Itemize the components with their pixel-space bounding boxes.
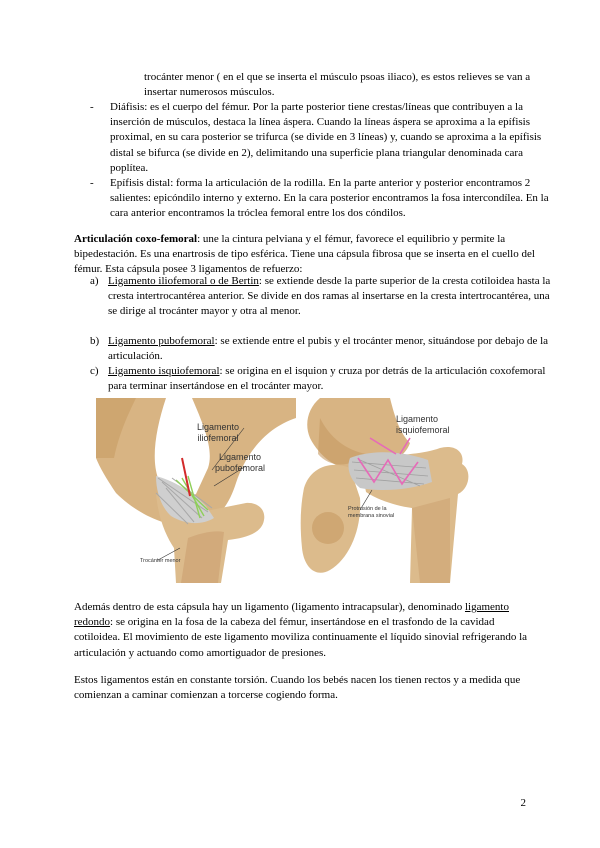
ligament-item-b — [88, 334, 560, 364]
ligament-text: : se extiende entre el pubis y el trocánter menor, situándose por debajo de la articulación. — [108, 335, 549, 363]
label-ligamento-pubofemoral: Ligamento pubofemoral — [214, 452, 266, 473]
figure-posterior-hip — [300, 398, 500, 583]
section-title: Articulación coxo-femoral — [74, 233, 198, 245]
ligament-name: Ligamento iliofemoral o de Bertin — [108, 275, 259, 287]
page-number: 2 — [520, 797, 526, 809]
label-trocanter-menor: Trocánter menor — [140, 558, 181, 564]
label-protrusion-membrana: Protrusión de la membrana sinovial — [348, 506, 395, 519]
ligament-text: : se extiende desde la parte superior de la cresta cotiloidea hasta la cresta intertrocantérea anterior. Se divide en dos ramas al insertarse en la cresta intertrocantérea, una se dirige al trocánter mayor y otra al menor. — [108, 275, 551, 318]
bullet-epifisis-distal — [90, 176, 550, 222]
ligament-text: : se origina en el isquion y cruza por detrás de la articulación coxofemoral para terminar insertándose en el trocánter mayor. — [108, 365, 546, 393]
paragraph-text: Además dentro de esta cápsula hay un ligamento (ligamento intracapsular), denominado — [74, 601, 465, 613]
bullet-mark: - — [90, 101, 94, 113]
paragraph-torsion: Estos ligamentos están en constante torsión. Cuando los bebés nacen los tienen rectos y a medida que comienzan a caminar comienzan a torcerse cogiendo forma. — [74, 674, 521, 702]
label-ligamento-iliofemoral: Ligamento iliofemoral — [196, 422, 240, 443]
ligament-item-c — [88, 364, 560, 394]
paragraph-ligamento-redondo — [74, 600, 540, 661]
ligament-name: Ligamento pubofemoral — [108, 335, 215, 347]
ligamento-redondo-term: ligamento redondo — [74, 601, 509, 629]
figure-anterior-hip — [96, 398, 296, 583]
section-coxofemoral — [74, 232, 540, 278]
paragraph-text: : se origina en la fosa de la cabeza del fémur, insertándose en el trasfondo de la cavidad cotiloidea. El movimiento de este ligamento moviliza continuamente el líquido sinovial refrigerando la articulación y actuando como amortiguador de presiones. — [74, 616, 528, 659]
bullet-text: Epífisis distal: forma la articulación de la rodilla. En la parte anterior y posterior encontramos 2 salientes: epicóndilo interno y externo. En la cara posterior encontramos la fosa intercondílea. En la cara anterior encontramos la tróclea femoral entre los dos cóndilos. — [110, 177, 549, 220]
section-text: : une la cintura pelviana y el fémur, favorece el equilibrio y permite la bipedestación. Es una enartrosis de tipo esférica. Tiene una cápsula fibrosa que se inserta en el cuello del fémur. Esta cápsula posee 3 ligamentos de refuerzo: — [74, 233, 535, 276]
bullet-text: Diáfisis: es el cuerpo del fémur. Por la parte posterior tiene crestas/líneas que contribuyen a la inserción de músculos, destaca la línea áspera. Cuando la líneas áspera se aproxima a la epífisis proximal, en su cara posterior se trifurca (se divide en 3 líneas) y, cuando se aproxima a la epífisis distal se bifurca (se divide en 2), delimitando una superficie plana triangular denominada cara poplítea. — [110, 101, 542, 174]
label-ligamento-isquiofemoral: Ligamento isquiofemoral — [396, 414, 450, 435]
item-mark: b) — [90, 335, 100, 347]
bullet-mark: - — [90, 177, 94, 189]
item-mark: c) — [90, 365, 99, 377]
item-mark: a) — [90, 275, 99, 287]
ligament-item-a — [88, 274, 560, 320]
bullet-diafisis — [90, 100, 550, 176]
continuation-text: trocánter menor ( en el que se inserta el músculo psoas iliaco), es estos relieves se van a insertar numerosos músculos. — [144, 71, 531, 99]
ligament-name: Ligamento isquiofemoral — [108, 365, 220, 377]
